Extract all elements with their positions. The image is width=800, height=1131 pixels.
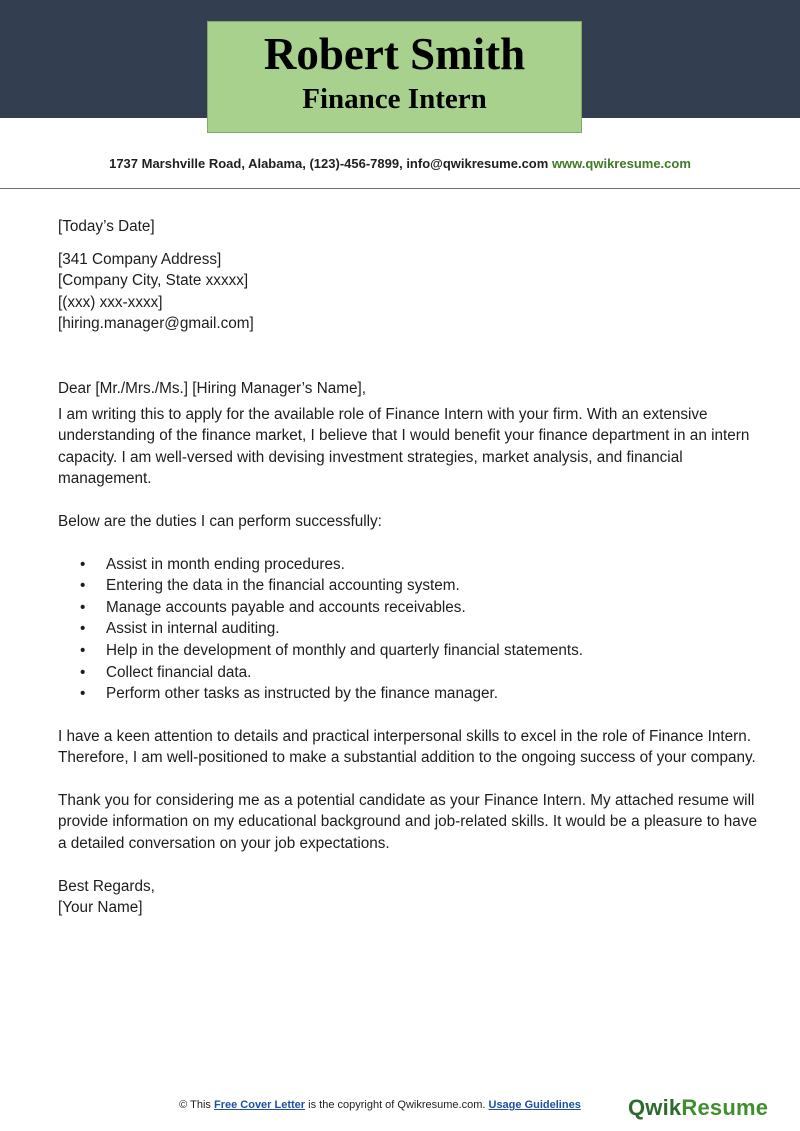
duty-text: Manage accounts payable and accounts receivables. <box>106 598 466 616</box>
bullet-icon: • <box>80 685 86 703</box>
contact-details: 1737 Marshville Road, Alabama, (123)-456-7899, info@qwikresume.com <box>109 156 549 171</box>
recipient-address <box>58 249 758 335</box>
duty-text: Assist in internal auditing. <box>106 620 280 638</box>
contact-divider <box>0 188 800 189</box>
recipient-line: [(xxx) xxx-xxxx] <box>58 293 163 311</box>
duty-text: Help in the development of monthly and quarterly financial statements. <box>106 641 584 659</box>
list-item <box>58 554 758 576</box>
list-item <box>58 662 758 684</box>
list-item <box>58 683 758 705</box>
letter-date: [Today’s Date] <box>58 218 155 235</box>
closing: Best Regards, <box>58 877 155 895</box>
free-cover-letter-link[interactable]: Free Cover Letter <box>213 1099 306 1111</box>
name-box <box>207 21 582 133</box>
contact-line <box>0 156 800 171</box>
signature: [Your Name] <box>58 899 143 917</box>
duty-text: Assist in month ending procedures. <box>106 555 345 573</box>
list-item <box>58 640 758 662</box>
candidate-role: Finance Intern <box>302 83 487 115</box>
recipient-line: [Company City, State xxxxx] <box>58 272 249 290</box>
letter-body <box>58 216 758 919</box>
duty-text: Entering the data in the financial accounting system. <box>106 577 460 595</box>
list-item <box>58 597 758 619</box>
footer-middle: is the copyright of Qwikresume.com. <box>308 1099 486 1111</box>
logo-text-resume: Resume <box>681 1095 769 1120</box>
bullet-icon: • <box>80 663 86 681</box>
duty-text: Perform other tasks as instructed by the finance manager. <box>106 685 498 703</box>
logo-text-qwik: Qwik <box>628 1095 682 1120</box>
qwikresume-logo <box>628 1095 768 1121</box>
bullet-icon: • <box>80 641 86 659</box>
paragraph-skills: I have a keen attention to details and practical interpersonal skills to excel in the role of Finance Intern. Therefore, I am well-positioned to make a substantial addition to the ongoing success of your company. <box>58 727 756 767</box>
recipient-line: [hiring.manager@gmail.com] <box>58 315 254 333</box>
bullet-icon: • <box>80 555 86 573</box>
paragraph-closing: Thank you for considering me as a potential candidate as your Finance Intern. My attached resume will provide information on my educational background and job-related skills. It would be a pleasure to have a detailed conversation on your job expectations. <box>58 791 757 853</box>
footer-prefix: © This <box>179 1099 211 1111</box>
website-link[interactable]: www.qwikresume.com <box>551 156 691 171</box>
usage-guidelines-link[interactable]: Usage Guidelines <box>488 1099 581 1111</box>
duties-list <box>58 554 758 705</box>
candidate-name: Robert Smith <box>263 29 526 79</box>
salutation: Dear [Mr./Mrs./Ms.] [Hiring Manager’s Name], <box>58 379 366 397</box>
list-item <box>58 575 758 597</box>
paragraph-intro: I am writing this to apply for the available role of Finance Intern with your firm. With an extensive understanding of the finance market, I believe that I would benefit your finance department in an intern capacity. I am well-versed with devising investment strategies, market analysis, and financial management. <box>58 405 750 488</box>
bullet-icon: • <box>80 620 86 638</box>
list-item <box>58 618 758 640</box>
duties-intro: Below are the duties I can perform successfully: <box>58 512 382 530</box>
duty-text: Collect financial data. <box>106 663 252 681</box>
bullet-icon: • <box>80 577 86 595</box>
recipient-line: [341 Company Address] <box>58 250 222 268</box>
bullet-icon: • <box>80 598 86 616</box>
